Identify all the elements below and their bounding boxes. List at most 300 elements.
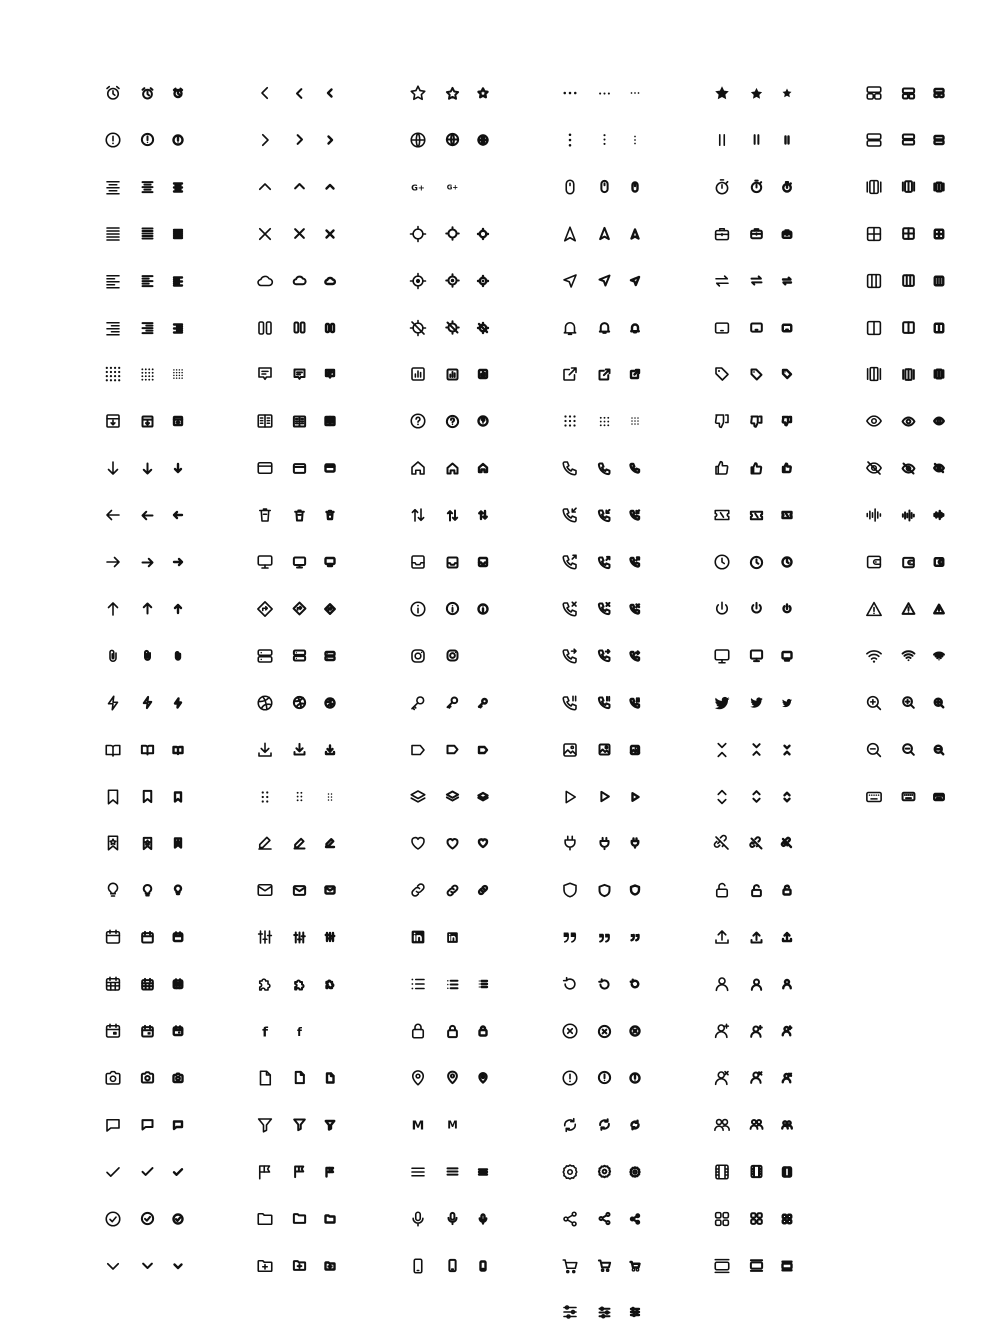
stopwatch-icon [713, 178, 731, 196]
sliders-icon [561, 1303, 579, 1321]
open-in-new-icon [561, 365, 579, 383]
share-icon [629, 1213, 641, 1225]
stopwatch-icon [749, 179, 764, 194]
extension-icon [292, 977, 307, 992]
chevron-right-icon [292, 132, 307, 147]
time-icon [781, 556, 793, 568]
align-right-icon [172, 322, 184, 334]
equalizer-icon [256, 928, 274, 946]
bulb-icon [140, 883, 155, 898]
check-circle-icon [104, 1210, 122, 1228]
home-icon [445, 461, 460, 476]
help-icon [445, 414, 460, 429]
key-icon [409, 694, 427, 712]
extension-icon [256, 975, 274, 993]
key-icon [445, 695, 460, 710]
view-quilt-icon [933, 87, 945, 99]
zoom-out-icon [901, 742, 916, 757]
unlink-icon [749, 836, 764, 851]
quote-icon [629, 931, 641, 943]
chevron-left-icon [324, 87, 336, 99]
arrow-up-icon [172, 603, 184, 615]
columns-icon [256, 319, 274, 337]
shopping-cart-icon [561, 1257, 579, 1275]
unfold-less-icon [713, 741, 731, 759]
alarm-icon [172, 87, 184, 99]
align-left-icon [172, 275, 184, 287]
email-icon [292, 883, 307, 898]
credit-card-icon [324, 462, 336, 474]
menu-icon [477, 1166, 489, 1178]
info-icon [477, 603, 489, 615]
lock-icon [409, 1022, 427, 1040]
dribbble-icon [256, 694, 274, 712]
more-vertical-icon [597, 132, 612, 147]
suitcase-icon [749, 226, 764, 241]
arrow-right-icon [172, 556, 184, 568]
shopping-cart-icon [597, 1258, 612, 1273]
delete-icon [324, 509, 336, 521]
video-icon [713, 1163, 731, 1181]
more-horizontal-icon [561, 84, 579, 102]
unfold-more-icon [749, 789, 764, 804]
share-icon [561, 1210, 579, 1228]
call-hold-icon [561, 694, 579, 712]
call-received-icon [629, 509, 641, 521]
chevron-down-icon [172, 1260, 184, 1272]
comment-icon [324, 368, 336, 380]
wallet-icon [901, 555, 916, 570]
delete-icon [256, 506, 274, 524]
arrow-up-icon [104, 600, 122, 618]
check-icon [140, 1164, 155, 1179]
star-filled-icon [781, 87, 793, 99]
location-icon [409, 1069, 427, 1087]
shield-icon [597, 883, 612, 898]
import-export-icon [409, 506, 427, 524]
edit-icon [324, 837, 336, 849]
zoom-in-icon [865, 694, 883, 712]
bulb-icon [104, 881, 122, 899]
layers-icon [409, 788, 427, 806]
compare-icon [256, 412, 274, 430]
comment-icon [256, 365, 274, 383]
download-icon [256, 741, 274, 759]
users-icon [749, 1117, 764, 1132]
alert-circle-icon [140, 132, 155, 147]
calendar-event-icon [104, 1022, 122, 1040]
arrow-left-icon [172, 509, 184, 521]
user-add-icon [749, 1024, 764, 1039]
navigation-icon [597, 226, 612, 241]
chat-icon [104, 1116, 122, 1134]
sliders-icon [629, 1306, 641, 1318]
chevron-up-icon [256, 178, 274, 196]
open-in-new-icon [597, 367, 612, 382]
thumb-down-icon [781, 415, 793, 427]
call-missed-icon [597, 601, 612, 616]
ticket-icon [713, 506, 731, 524]
call-hold-icon [597, 695, 612, 710]
menu-icon [445, 1164, 460, 1179]
ticket-icon [781, 509, 793, 521]
gps-icon [477, 228, 489, 240]
photo-icon [561, 741, 579, 759]
shield-icon [561, 881, 579, 899]
view-module-icon [901, 226, 916, 241]
svg-text:M: M [411, 1118, 425, 1134]
bookmark-star-icon [104, 834, 122, 852]
view-stream-icon [865, 131, 883, 149]
camera-icon [172, 1072, 184, 1084]
dns-icon [292, 648, 307, 663]
visibility-icon [901, 414, 916, 429]
repeat-icon [561, 1116, 579, 1134]
chat-icon [140, 1117, 155, 1132]
wifi-icon [933, 650, 945, 662]
view-module-icon [933, 228, 945, 240]
linkedin-icon [445, 930, 460, 945]
book-open-icon [172, 744, 184, 756]
pause-icon [781, 134, 793, 146]
tag-icon [749, 367, 764, 382]
calendar-dates-icon [140, 977, 155, 992]
users-icon [781, 1119, 793, 1131]
remove-circle-icon [629, 1025, 641, 1037]
folder-icon [324, 1213, 336, 1225]
dns-icon [256, 647, 274, 665]
bookmark-icon [172, 791, 184, 803]
notification-icon [629, 322, 641, 334]
archive-icon [104, 412, 122, 430]
remove-circle-icon [597, 1024, 612, 1039]
arrow-down-icon [104, 459, 122, 477]
list-icon [445, 977, 460, 992]
voice-icon [865, 506, 883, 524]
thumb-down-icon [749, 414, 764, 429]
heart-icon [409, 834, 427, 852]
dribbble-icon [324, 697, 336, 709]
email-icon [324, 884, 336, 896]
thumb-up-icon [749, 461, 764, 476]
arrow-up-icon [140, 601, 155, 616]
time-icon [749, 555, 764, 570]
arrow-right-icon [140, 555, 155, 570]
unfold-less-icon [749, 742, 764, 757]
unlock-icon [749, 883, 764, 898]
view-split-icon [933, 322, 945, 334]
tv-icon [781, 650, 793, 662]
view-grid-icon [749, 1211, 764, 1226]
visibility-icon [933, 415, 945, 427]
wifi-icon [865, 647, 883, 665]
import-export-icon [477, 509, 489, 521]
alert-circle-icon [104, 131, 122, 149]
check-icon [104, 1163, 122, 1181]
dribbble-icon [292, 695, 307, 710]
columns-icon [324, 322, 336, 334]
attachment-icon [104, 647, 122, 665]
bookmark-star-icon [172, 837, 184, 849]
star-icon [409, 84, 427, 102]
bolt-icon [172, 697, 184, 709]
chevron-down-icon [104, 1257, 122, 1275]
align-center-icon [104, 178, 122, 196]
open-in-new-icon [629, 368, 641, 380]
visibility-off-icon [865, 459, 883, 477]
align-right-icon [104, 319, 122, 337]
align-center-icon [172, 181, 184, 193]
user-add-icon [781, 1025, 793, 1037]
view-agenda-icon [781, 1260, 793, 1272]
arrow-left-icon [140, 508, 155, 523]
globe-icon [477, 134, 489, 146]
settings-icon [561, 1163, 579, 1181]
medium-icon [445, 1117, 460, 1132]
repeat-icon [597, 1117, 612, 1132]
equalizer-icon [292, 930, 307, 945]
user-add-icon [713, 1022, 731, 1040]
quote-icon [561, 928, 579, 946]
thumb-up-icon [713, 459, 731, 477]
tag-icon [713, 365, 731, 383]
call-forwarded-icon [597, 648, 612, 663]
check-circle-icon [140, 1211, 155, 1226]
apps-icon [104, 365, 122, 383]
plug-icon [597, 836, 612, 851]
voice-icon [933, 509, 945, 521]
google-plus-icon [409, 178, 427, 196]
close-icon [256, 225, 274, 243]
view-split-icon [901, 320, 916, 335]
info-icon [445, 601, 460, 616]
home-icon [409, 459, 427, 477]
video-icon [781, 1166, 793, 1178]
share-icon [597, 1211, 612, 1226]
arrow-down-icon [172, 462, 184, 474]
folder-add-icon [324, 1260, 336, 1272]
location-icon [477, 1072, 489, 1084]
label-icon [477, 744, 489, 756]
email-icon [256, 881, 274, 899]
menu-icon [409, 1163, 427, 1181]
call-received-icon [597, 508, 612, 523]
label-icon [445, 742, 460, 757]
align-justify-icon [140, 226, 155, 241]
extension-icon [324, 978, 336, 990]
link-icon [477, 884, 489, 896]
svg-text:G+: G+ [411, 182, 425, 193]
check-circle-icon [172, 1213, 184, 1225]
chevron-right-icon [324, 134, 336, 146]
apps-icon [172, 368, 184, 380]
chevron-up-icon [324, 181, 336, 193]
warning-icon [933, 603, 945, 615]
options-icon [597, 414, 612, 429]
photo-icon [597, 742, 612, 757]
view-split-icon [865, 319, 883, 337]
gps-off-icon [445, 320, 460, 335]
call-icon [597, 461, 612, 476]
desktop-icon [292, 555, 307, 570]
facebook-icon [292, 1024, 307, 1039]
swap-icon [749, 273, 764, 288]
time-icon [713, 553, 731, 571]
camera-icon [140, 1070, 155, 1085]
flag-icon [256, 1163, 274, 1181]
arrow-right-icon [104, 553, 122, 571]
upload-icon [713, 928, 731, 946]
refresh-icon [561, 975, 579, 993]
twitter-icon [781, 697, 793, 709]
play-icon [561, 788, 579, 806]
call-made-icon [629, 556, 641, 568]
gps-off-icon [477, 322, 489, 334]
alert-circle-icon [172, 134, 184, 146]
folder-add-icon [256, 1257, 274, 1275]
download-icon [292, 742, 307, 757]
link-icon [445, 883, 460, 898]
chat-icon [172, 1119, 184, 1131]
view-grid-icon [781, 1213, 793, 1225]
bookmark-icon [140, 789, 155, 804]
refresh-icon [629, 978, 641, 990]
view-quilt-icon [865, 84, 883, 102]
wallet-icon [865, 553, 883, 571]
google-plus-icon [445, 179, 460, 194]
file-icon [292, 1070, 307, 1085]
visibility-icon [865, 412, 883, 430]
remove-circle-icon [561, 1022, 579, 1040]
more-vertical-icon [629, 134, 641, 146]
notification-icon [561, 319, 579, 337]
book-open-icon [140, 742, 155, 757]
sliders-icon [597, 1305, 612, 1320]
credit-card-icon [292, 461, 307, 476]
desktop-icon [324, 556, 336, 568]
chevron-down-icon [140, 1258, 155, 1273]
location-icon [445, 1070, 460, 1085]
power-icon [749, 601, 764, 616]
near-me-icon [597, 273, 612, 288]
unfold-more-icon [781, 791, 793, 803]
tv-icon [713, 647, 731, 665]
warning-icon [901, 601, 916, 616]
user-remove-icon [713, 1069, 731, 1087]
view-column-icon [901, 273, 916, 288]
filter-icon [292, 1117, 307, 1132]
instagram-icon [409, 647, 427, 665]
globe-icon [409, 131, 427, 149]
wallet-icon [933, 556, 945, 568]
arrow-left-icon [104, 506, 122, 524]
stopwatch-icon [781, 181, 793, 193]
view-week-icon [901, 179, 916, 194]
compare-icon [324, 415, 336, 427]
unlock-icon [713, 881, 731, 899]
plug-icon [629, 837, 641, 849]
svg-text:G+: G+ [446, 183, 458, 192]
call-missed-icon [561, 600, 579, 618]
drag-icon [292, 789, 307, 804]
thumb-up-icon [781, 462, 793, 474]
visibility-off-icon [901, 461, 916, 476]
options-icon [629, 415, 641, 427]
microphone-icon [477, 1213, 489, 1225]
gps-icon [445, 226, 460, 241]
pause-icon [749, 132, 764, 147]
cloud-icon [292, 273, 307, 288]
view-stream-icon [901, 132, 916, 147]
suitcase-icon [781, 228, 793, 240]
gps-fixed-icon [445, 273, 460, 288]
calendar-event-icon [140, 1024, 155, 1039]
tv-icon [749, 648, 764, 663]
star-filled-icon [749, 86, 764, 101]
folder-add-icon [292, 1258, 307, 1273]
view-column-icon [933, 275, 945, 287]
quote-icon [597, 930, 612, 945]
comment-icon [292, 367, 307, 382]
drag-icon [256, 788, 274, 806]
file-icon [324, 1072, 336, 1084]
layers-icon [477, 791, 489, 803]
more-vertical-icon [561, 131, 579, 149]
near-me-icon [629, 275, 641, 287]
more-horizontal-icon [597, 86, 612, 101]
check-icon [172, 1166, 184, 1178]
inbox-icon [409, 553, 427, 571]
settings-icon [597, 1164, 612, 1179]
chevron-left-icon [292, 86, 307, 101]
view-agenda-icon [749, 1258, 764, 1273]
bolt-icon [104, 694, 122, 712]
twitter-icon [749, 695, 764, 710]
star-icon [445, 86, 460, 101]
import-export-icon [445, 508, 460, 523]
help-icon [409, 412, 427, 430]
layers-icon [445, 789, 460, 804]
tag-icon [781, 368, 793, 380]
shield-icon [629, 884, 641, 896]
gps-fixed-icon [409, 272, 427, 290]
flag-icon [324, 1166, 336, 1178]
linkedin-icon [409, 928, 427, 946]
tablet-icon [749, 320, 764, 335]
view-array-icon [865, 365, 883, 383]
power-icon [781, 603, 793, 615]
call-icon [629, 462, 641, 474]
report-icon [629, 1072, 641, 1084]
globe-icon [445, 132, 460, 147]
user-remove-icon [781, 1072, 793, 1084]
list-icon [409, 975, 427, 993]
call-forwarded-icon [629, 650, 641, 662]
mobile-icon [477, 1260, 489, 1272]
shopping-cart-icon [629, 1260, 641, 1272]
view-column-icon [865, 272, 883, 290]
align-justify-icon [104, 225, 122, 243]
info-icon [409, 600, 427, 618]
calendar-icon [172, 931, 184, 943]
user-icon [713, 975, 731, 993]
camera-icon [104, 1069, 122, 1087]
unlink-icon [781, 837, 793, 849]
notification-icon [597, 320, 612, 335]
attachment-icon [172, 650, 184, 662]
heart-icon [445, 836, 460, 851]
wifi-icon [901, 648, 916, 663]
